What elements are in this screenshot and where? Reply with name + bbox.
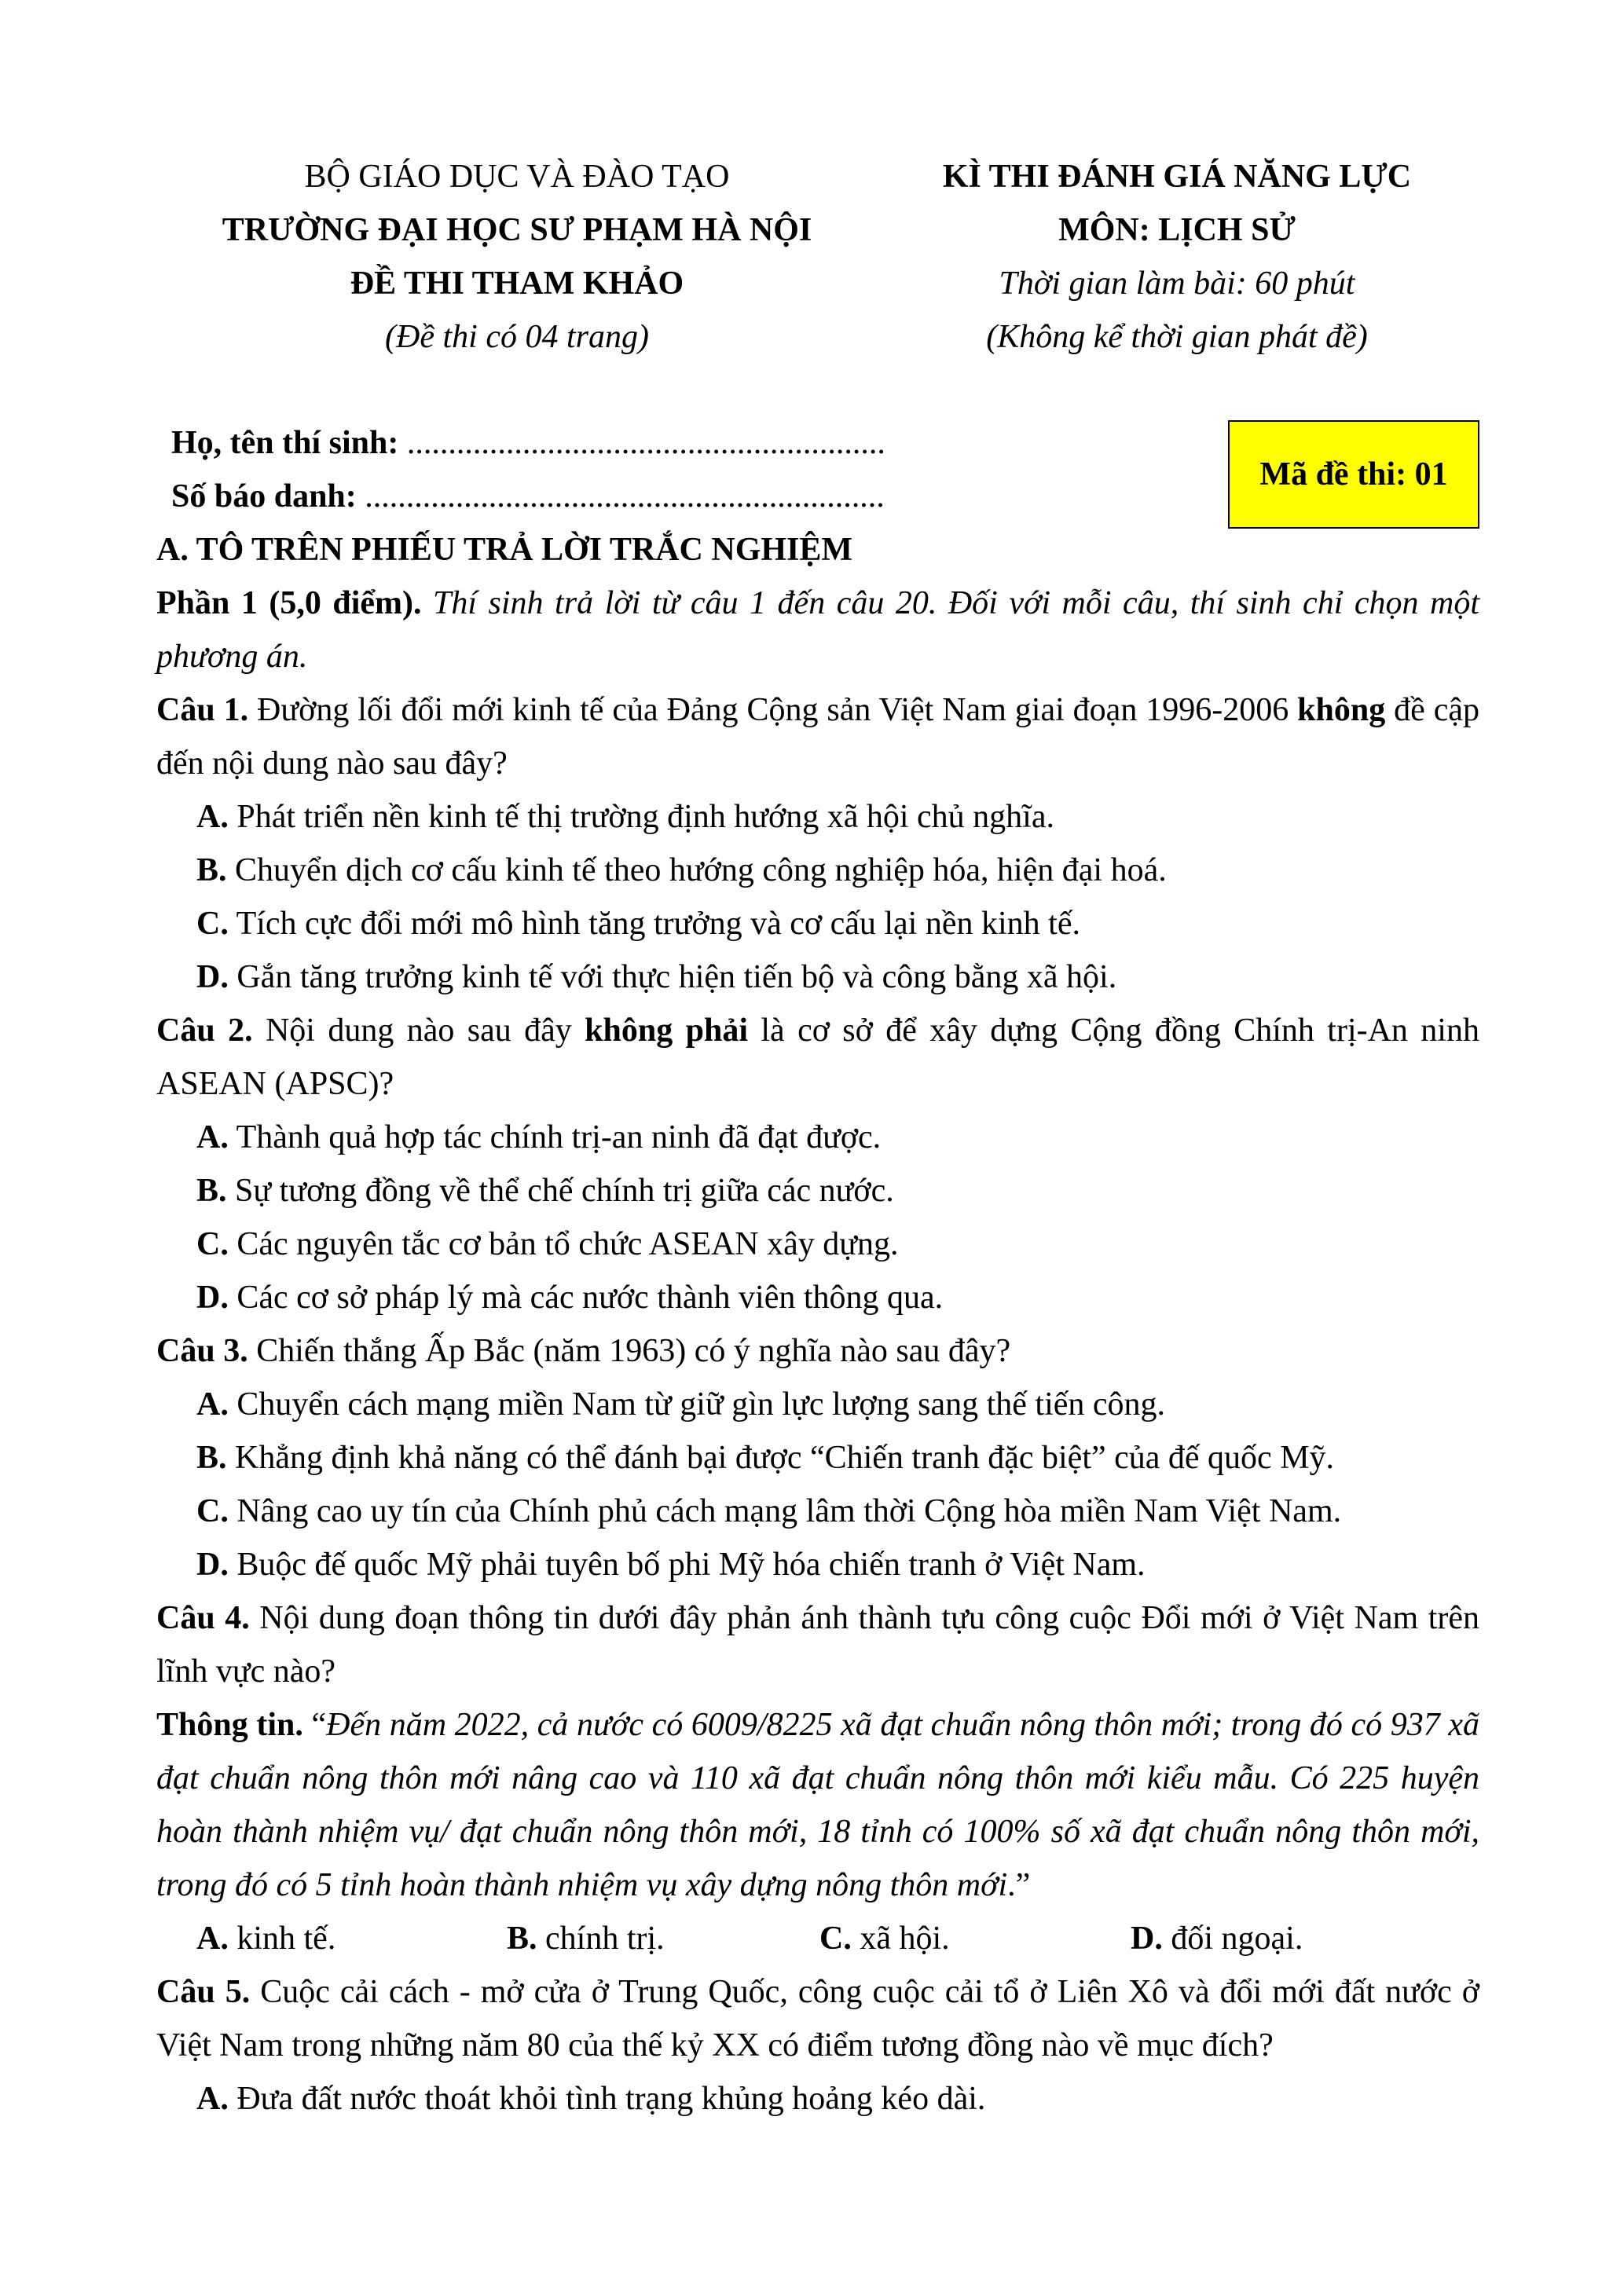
option-letter: D. xyxy=(196,959,229,995)
part-label: Phần 1 (5,0 điểm). xyxy=(156,585,422,621)
option-letter: B. xyxy=(507,1921,537,1957)
option-letter: C. xyxy=(196,1226,229,1262)
quote-close: .” xyxy=(1007,1867,1031,1903)
candidate-name-field xyxy=(171,416,1153,470)
option-text: Các nguyên tắc cơ bản tổ chức ASEAN xây dựng. xyxy=(228,1226,899,1262)
option-text: Gắn tăng trưởng kinh tế với thực hiện tiến bộ và công bằng xã hội. xyxy=(228,959,1117,995)
option-letter: B. xyxy=(196,1173,227,1209)
option-letter: C. xyxy=(196,906,229,942)
option-text: Phát triển nền kinh tế thị trường định hướng xã hội chủ nghĩa. xyxy=(228,799,1054,835)
info-label: Thông tin. xyxy=(156,1707,303,1743)
question-text: đề cập đến nội dung nào sau đây? xyxy=(156,692,1479,782)
option-letter: A. xyxy=(196,2081,229,2117)
option-text: Chuyển cách mạng miền Nam từ giữ gìn lực lượng sang thế tiến công. xyxy=(228,1386,1166,1423)
question-4 xyxy=(156,1591,1479,1698)
option-letter: D. xyxy=(1131,1921,1163,1957)
question-emphasis: không xyxy=(1297,692,1386,728)
option-letter: A. xyxy=(196,1386,229,1423)
exam-title: KÌ THI ĐÁNH GIÁ NĂNG LỰC xyxy=(942,159,1412,195)
candidate-info xyxy=(171,416,1153,523)
option xyxy=(156,1218,1479,1271)
option xyxy=(156,1485,1479,1538)
options-row xyxy=(156,1912,1479,1965)
question-1 xyxy=(156,683,1479,790)
option-letter: A. xyxy=(196,1921,229,1957)
option-text: Đưa đất nước thoát khỏi tình trạng khủng hoảng kéo dài. xyxy=(228,2081,986,2117)
id-label: Số báo danh: xyxy=(171,478,357,514)
section-title: A. TÔ TRÊN PHIẾU TRẢ LỜI TRẮC NGHIỆM xyxy=(156,532,853,568)
option-letter: C. xyxy=(819,1921,852,1957)
option-text: Khẳng định khả năng có thể đánh bại được “Chiến tranh đặc biệt” của đế quốc Mỹ. xyxy=(226,1440,1335,1476)
option-letter: B. xyxy=(196,852,227,888)
option xyxy=(156,1111,1479,1164)
option-text: Nâng cao uy tín của Chính phủ cách mạng lâm thời Cộng hòa miền Nam Việt Nam. xyxy=(228,1493,1342,1529)
id-dots: ............................................................... xyxy=(356,478,885,514)
question-label: Câu 1. xyxy=(156,692,249,728)
question-text: Đường lối đổi mới kinh tế của Đảng Cộng sản Việt Nam giai đoạn 1996-2006 xyxy=(248,692,1298,728)
option-letter: A. xyxy=(196,1119,229,1155)
option-text: kinh tế. xyxy=(228,1921,336,1957)
question-5 xyxy=(156,1965,1479,2072)
option xyxy=(156,1271,1479,1324)
time-note: (Không kể thời gian phát đề) xyxy=(986,319,1368,355)
question-label: Câu 5. xyxy=(156,1974,251,2010)
option-letter: B. xyxy=(196,1440,227,1476)
question-text: Cuộc cải cách - mở cửa ở Trung Quốc, công cuộc cải tổ ở Liên Xô và đổi mới đất nước ở Việt Nam trong những năm 80 của thế kỷ XX có điểm tương đồng nào về mục đích? xyxy=(156,1974,1479,2063)
question-label: Câu 4. xyxy=(156,1600,250,1636)
option xyxy=(156,1431,1479,1485)
part-instruction: Thí sinh trả lời từ câu 1 đến câu 20. Đối với mỗi câu, thí sinh chỉ chọn một phương án. xyxy=(156,585,1480,675)
option-text: Thành quả hợp tác chính trị-an ninh đã đạt được. xyxy=(228,1119,882,1155)
option-text: xã hội. xyxy=(851,1921,950,1957)
option xyxy=(196,1912,335,1965)
option xyxy=(156,950,1479,1004)
option-text: chính trị. xyxy=(537,1921,665,1957)
time-limit: Thời gian làm bài: 60 phút xyxy=(999,265,1355,302)
header-left xyxy=(203,150,831,364)
option-text: đối ngoại. xyxy=(1162,1921,1303,1957)
option-letter: D. xyxy=(196,1547,229,1583)
option-text: Buộc đế quốc Mỹ phải tuyên bố phi Mỹ hóa chiến tranh ở Việt Nam. xyxy=(228,1547,1146,1583)
question-label: Câu 2. xyxy=(156,1013,253,1049)
option xyxy=(819,1912,950,1965)
question-2 xyxy=(156,1004,1479,1111)
option xyxy=(156,1164,1479,1218)
exam-code-box: Mã đề thi: 01 xyxy=(1228,420,1479,529)
info-passage xyxy=(156,1698,1479,1912)
name-label: Họ, tên thí sinh: xyxy=(171,425,399,461)
option-letter: D. xyxy=(196,1280,229,1316)
name-dots: .......................................................... xyxy=(398,425,885,461)
ministry-name: BỘ GIÁO DỤC VÀ ĐÀO TẠO xyxy=(304,159,730,195)
option xyxy=(156,844,1479,897)
question-3 xyxy=(156,1324,1479,1378)
part1-heading xyxy=(156,577,1479,683)
question-text: là cơ sở để xây dựng Cộng đồng Chính trị-An ninh ASEAN (APSC)? xyxy=(156,1013,1479,1102)
option-text: Sự tương đồng về thể chế chính trị giữa các nước. xyxy=(226,1173,894,1209)
option-text: Chuyển dịch cơ cấu kinh tế theo hướng công nghiệp hóa, hiện đại hoá. xyxy=(226,852,1167,888)
option-text: Các cơ sở pháp lý mà các nước thành viên thông qua. xyxy=(228,1280,944,1316)
option-text: Tích cực đổi mới mô hình tăng trưởng và cơ cấu lại nền kinh tế. xyxy=(228,906,1080,942)
header-right xyxy=(863,150,1491,364)
option-letter: C. xyxy=(196,1493,229,1529)
option-letter: A. xyxy=(196,799,229,835)
option xyxy=(156,2072,1479,2126)
page-count: (Đề thi có 04 trang) xyxy=(385,319,649,355)
question-emphasis: không phải xyxy=(585,1013,748,1049)
option xyxy=(156,1538,1479,1591)
question-text: Nội dung nào sau đây xyxy=(252,1013,585,1049)
candidate-id-field xyxy=(171,470,1153,523)
option xyxy=(156,897,1479,950)
subject: MÔN: LỊCH SỬ xyxy=(1058,212,1296,248)
option xyxy=(156,1378,1479,1431)
question-text: Chiến thắng Ấp Bắc (năm 1963) có ý nghĩa nào sau đây? xyxy=(247,1333,1011,1369)
info-text: Đến năm 2022, cả nước có 6009/8225 xã đạt chuẩn nông thôn mới; trong đó có 937 xã đạt chuẩn nông thôn mới nâng cao và 110 xã đạt chuẩn nông thôn mới kiểu mẫu. Có 225 huyện hoàn thành nhiệm vụ/ đạt chuẩn nông thôn mới, 18 tỉnh có 100% số xã đạt chuẩn nông thôn mới, trong đó có 5 tỉnh hoàn thành nhiệm vụ xây dựng nông thôn mới xyxy=(156,1707,1479,1903)
exam-body xyxy=(156,523,1479,2126)
option xyxy=(507,1912,665,1965)
question-text: Nội dung đoạn thông tin dưới đây phản ánh thành tựu công cuộc Đổi mới ở Việt Nam trên lĩnh vực nào? xyxy=(156,1600,1479,1690)
option xyxy=(156,790,1479,844)
exam-type: ĐỀ THI THAM KHẢO xyxy=(350,265,684,302)
question-label: Câu 3. xyxy=(156,1333,248,1369)
quote-open: “ xyxy=(302,1707,327,1743)
university-name: TRƯỜNG ĐẠI HỌC SƯ PHẠM HÀ NỘI xyxy=(222,212,812,248)
option xyxy=(1131,1912,1303,1965)
